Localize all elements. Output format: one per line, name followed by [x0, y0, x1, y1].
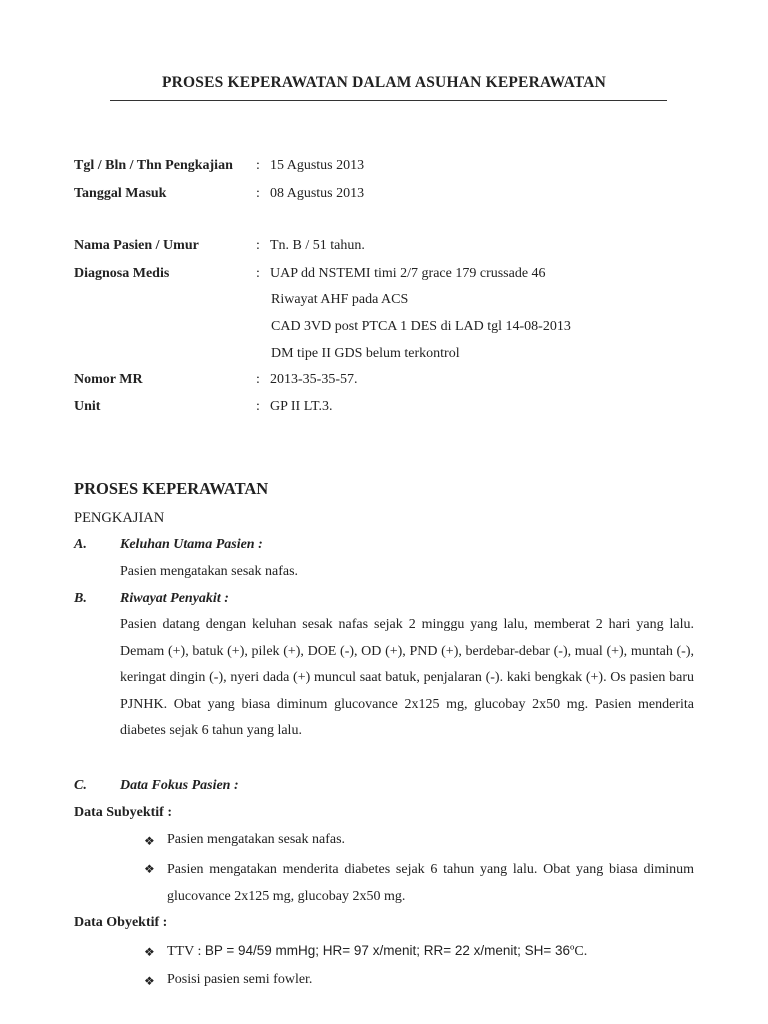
- value-diagnosa-line: UAP dd NSTEMI timi 2/7 grace 179 crussade 46: [270, 266, 546, 281]
- section-title: PROSES KEPERAWATAN: [74, 479, 269, 498]
- label-tgl-pengkajian: Tgl / Bln / Thn Pengkajian: [74, 158, 233, 173]
- value-diagnosa-line: Riwayat AHF pada ACS: [271, 292, 409, 307]
- ttv-values: BP = 94/59 mmHg; HR= 97 x/menit; RR= 22 x/menit; SH= 36: [204, 943, 571, 958]
- subyektif-item: Pasien mengatakan menderita diabetes sejak 6 tahun yang lalu. Obat yang biasa diminum glucovance 2x125 mg, glucobay 2x50 mg.: [167, 862, 694, 904]
- ttv-suffix: ºC.: [570, 944, 588, 959]
- item-text-b: Pasien datang dengan keluhan sesak nafas sejak 2 minggu yang lalu, memberat 2 hari yang lalu. Demam (+), batuk (+), pilek (+), DOE (-), OD (+), PND (+), berdebar-debar (-), mual (+), muntah (-), keringat dingin (-), nyeri dada (+) muncul saat batuk, penjalaran (-). kaki bengkak (+). Os pasien baru PJNHK. Obat yang biasa diminum glucovance 2x125 mg, glucobay 2x50 mg. Pasien menderita diabetes sejak 6 tahun yang lalu.: [120, 617, 694, 739]
- value-nomor-mr: 2013-35-35-57.: [270, 372, 358, 387]
- item-heading-b: Riwayat Penyakit :: [120, 591, 229, 606]
- item-letter-c: C.: [74, 778, 87, 793]
- bullet-diamond-icon: ❖: [144, 834, 155, 848]
- colon: :: [256, 266, 260, 281]
- item-heading-c: Data Fokus Pasien :: [120, 778, 239, 793]
- value-diagnosa-line: CAD 3VD post PTCA 1 DES di LAD tgl 14-08-2013: [271, 319, 571, 334]
- obyektif-item-ttv: [167, 943, 587, 960]
- subsection-title: PENGKAJIAN: [74, 510, 165, 526]
- colon: :: [256, 372, 260, 387]
- label-nomor-mr: Nomor MR: [74, 372, 143, 387]
- value-tgl-pengkajian: 15 Agustus 2013: [270, 158, 365, 173]
- colon: :: [256, 158, 260, 173]
- item-heading-a: Keluhan Utama Pasien :: [120, 537, 263, 552]
- label-nama-pasien: Nama Pasien / Umur: [74, 238, 199, 253]
- value-tanggal-masuk: 08 Agustus 2013: [270, 186, 365, 201]
- value-diagnosa-line: DM tipe II GDS belum terkontrol: [271, 346, 460, 361]
- document-title: PROSES KEPERAWATAN DALAM ASUHAN KEPERAWATAN: [161, 74, 607, 91]
- subyektif-item: Pasien mengatakan sesak nafas.: [167, 832, 346, 847]
- bullet-diamond-icon: ❖: [144, 862, 155, 876]
- colon: :: [256, 186, 260, 201]
- item-letter-a: A.: [74, 537, 87, 552]
- item-letter-b: B.: [74, 591, 87, 606]
- colon: :: [256, 238, 260, 253]
- bullet-diamond-icon: ❖: [144, 945, 155, 959]
- label-tanggal-masuk: Tanggal Masuk: [74, 186, 167, 201]
- label-data-obyektif: Data Obyektif :: [74, 915, 168, 930]
- label-diagnosa-medis: Diagnosa Medis: [74, 266, 170, 281]
- obyektif-item: Posisi pasien semi fowler.: [167, 972, 313, 987]
- bullet-diamond-icon: ❖: [144, 974, 155, 988]
- label-unit: Unit: [74, 399, 101, 414]
- value-unit: GP II LT.3.: [270, 399, 333, 414]
- colon: :: [256, 399, 260, 414]
- label-data-subyektif: Data Subyektif :: [74, 805, 173, 820]
- ttv-prefix: TTV :: [167, 944, 205, 959]
- title-underline: [110, 100, 667, 101]
- item-text-a: Pasien mengatakan sesak nafas.: [120, 564, 299, 579]
- value-nama-pasien: Tn. B / 51 tahun.: [270, 238, 365, 253]
